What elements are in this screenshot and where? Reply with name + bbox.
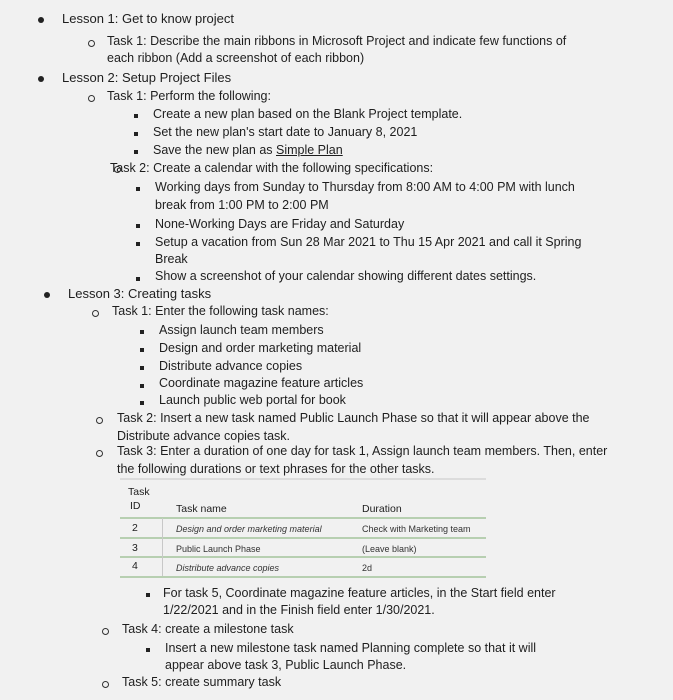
square-bullet-icon <box>134 132 138 136</box>
square-bullet-icon <box>136 224 140 228</box>
task-5-note: For task 5, Coordinate magazine feature articles, in the Start field enter <box>163 586 556 600</box>
square-bullet-icon <box>134 150 138 154</box>
circle-bullet-icon <box>102 681 109 688</box>
lesson-2-task-2 <box>110 160 433 176</box>
square-bullet-icon <box>146 648 150 652</box>
list-item: Working days from Sunday to Thursday from 8:00 AM to 4:00 PM with lunch <box>155 180 575 194</box>
list-item: Distribute advance copies <box>159 359 303 373</box>
table-cell-name: Public Launch Phase <box>176 544 261 554</box>
list-item: None-Working Days are Friday and Saturday <box>155 217 405 231</box>
square-bullet-icon <box>140 348 144 352</box>
durations-table <box>120 482 486 578</box>
square-bullet-icon <box>136 277 140 281</box>
square-bullet-icon <box>136 242 140 246</box>
circle-bullet-icon <box>102 628 109 635</box>
list-item <box>153 142 343 158</box>
header-task-id-2: ID <box>130 500 141 512</box>
table-divider <box>120 537 486 539</box>
bullet-icon <box>38 76 44 82</box>
plan-name-text: Simple Plan <box>276 143 343 157</box>
table-cell-name: Design and order marketing material <box>176 524 322 534</box>
lesson-1-task-1-cont: each ribbon (Add a screenshot of each ribbon) <box>107 51 365 65</box>
task-5-note-cont: 1/22/2021 and in the Finish field enter 1/30/2021. <box>163 603 435 617</box>
lesson-1-task-1: Task 1: Describe the main ribbons in Microsoft Project and indicate few functions of <box>107 34 567 48</box>
square-bullet-icon <box>140 366 144 370</box>
square-bullet-icon <box>140 330 144 334</box>
list-item: Create a new plan based on the Blank Project template. <box>153 107 463 121</box>
list-item: Show a screenshot of your calendar showing different dates settings. <box>155 269 537 283</box>
list-item-cont: appear above task 3, Public Launch Phase. <box>165 658 407 672</box>
table-border <box>120 478 486 480</box>
lesson-3-task-2: Task 2: Insert a new task named Public Launch Phase so that it will appear above the <box>117 411 590 425</box>
square-bullet-icon <box>146 593 150 597</box>
list-item-cont: Break <box>155 252 188 266</box>
table-cell-name: Distribute advance copies <box>176 563 280 573</box>
table-cell-duration: Check with Marketing team <box>362 524 471 534</box>
list-item: Setup a vacation from Sun 28 Mar 2021 to Thu 15 Apr 2021 and call it Spring <box>155 235 582 249</box>
lesson-2-title: Lesson 2: Setup Project Files <box>62 70 232 85</box>
list-item: Assign launch team members <box>159 323 324 337</box>
bullet-icon <box>44 292 50 298</box>
circle-bullet-icon <box>88 40 95 47</box>
lesson-3-task-3: Task 3: Enter a duration of one day for task 1, Assign launch team members. Then, enter <box>117 444 608 458</box>
list-item: Design and order marketing material <box>159 341 362 355</box>
list-item: Coordinate magazine feature articles <box>159 376 364 390</box>
circle-bullet-icon <box>92 310 99 317</box>
square-bullet-icon <box>134 114 138 118</box>
table-cell-id: 3 <box>132 542 138 554</box>
lesson-3-title: Lesson 3: Creating tasks <box>68 286 212 301</box>
table-divider <box>120 556 486 558</box>
lesson-3-task-3-cont: the following durations or text phrases for the other tasks. <box>117 462 435 476</box>
lesson-3-task-1: Task 1: Enter the following task names: <box>112 304 329 318</box>
circle-bullet-icon <box>88 95 95 102</box>
circle-bullet-icon <box>96 417 103 424</box>
lesson-3-task-2-cont: Distribute advance copies task. <box>117 429 291 443</box>
square-bullet-icon <box>136 187 140 191</box>
lesson-3-task-5: Task 5: create summary task <box>122 675 282 689</box>
table-cell-id: 2 <box>132 522 138 534</box>
square-bullet-icon <box>140 401 144 405</box>
lesson-1-title: Lesson 1: Get to know project <box>62 11 234 26</box>
table-divider <box>120 517 486 519</box>
list-item: Launch public web portal for book <box>159 393 346 407</box>
circle-bullet-icon <box>96 450 103 457</box>
header-task-name: Task name <box>176 503 227 515</box>
table-cell-id: 4 <box>132 560 138 572</box>
lesson-2-task-2-text: Task 2: Create a calendar with the following specifications: <box>110 161 434 175</box>
list-item-cont: break from 1:00 PM to 2:00 PM <box>155 198 329 212</box>
lesson-2-task-1: Task 1: Perform the following: <box>107 89 271 103</box>
square-bullet-icon <box>140 384 144 388</box>
table-cell-duration: (Leave blank) <box>362 544 417 554</box>
table-column-line <box>162 518 163 576</box>
list-item-text: Save the new plan as <box>153 143 276 157</box>
list-item: Insert a new milestone task named Planning complete so that it will <box>165 641 537 655</box>
header-duration: Duration <box>362 503 402 515</box>
lesson-3-task-4: Task 4: create a milestone task <box>122 622 294 636</box>
table-divider <box>120 576 486 578</box>
bullet-icon <box>38 17 44 23</box>
header-task-id-1: Task <box>128 486 150 498</box>
table-cell-duration: 2d <box>362 563 373 573</box>
list-item: Set the new plan's start date to January 8, 2021 <box>153 125 418 139</box>
